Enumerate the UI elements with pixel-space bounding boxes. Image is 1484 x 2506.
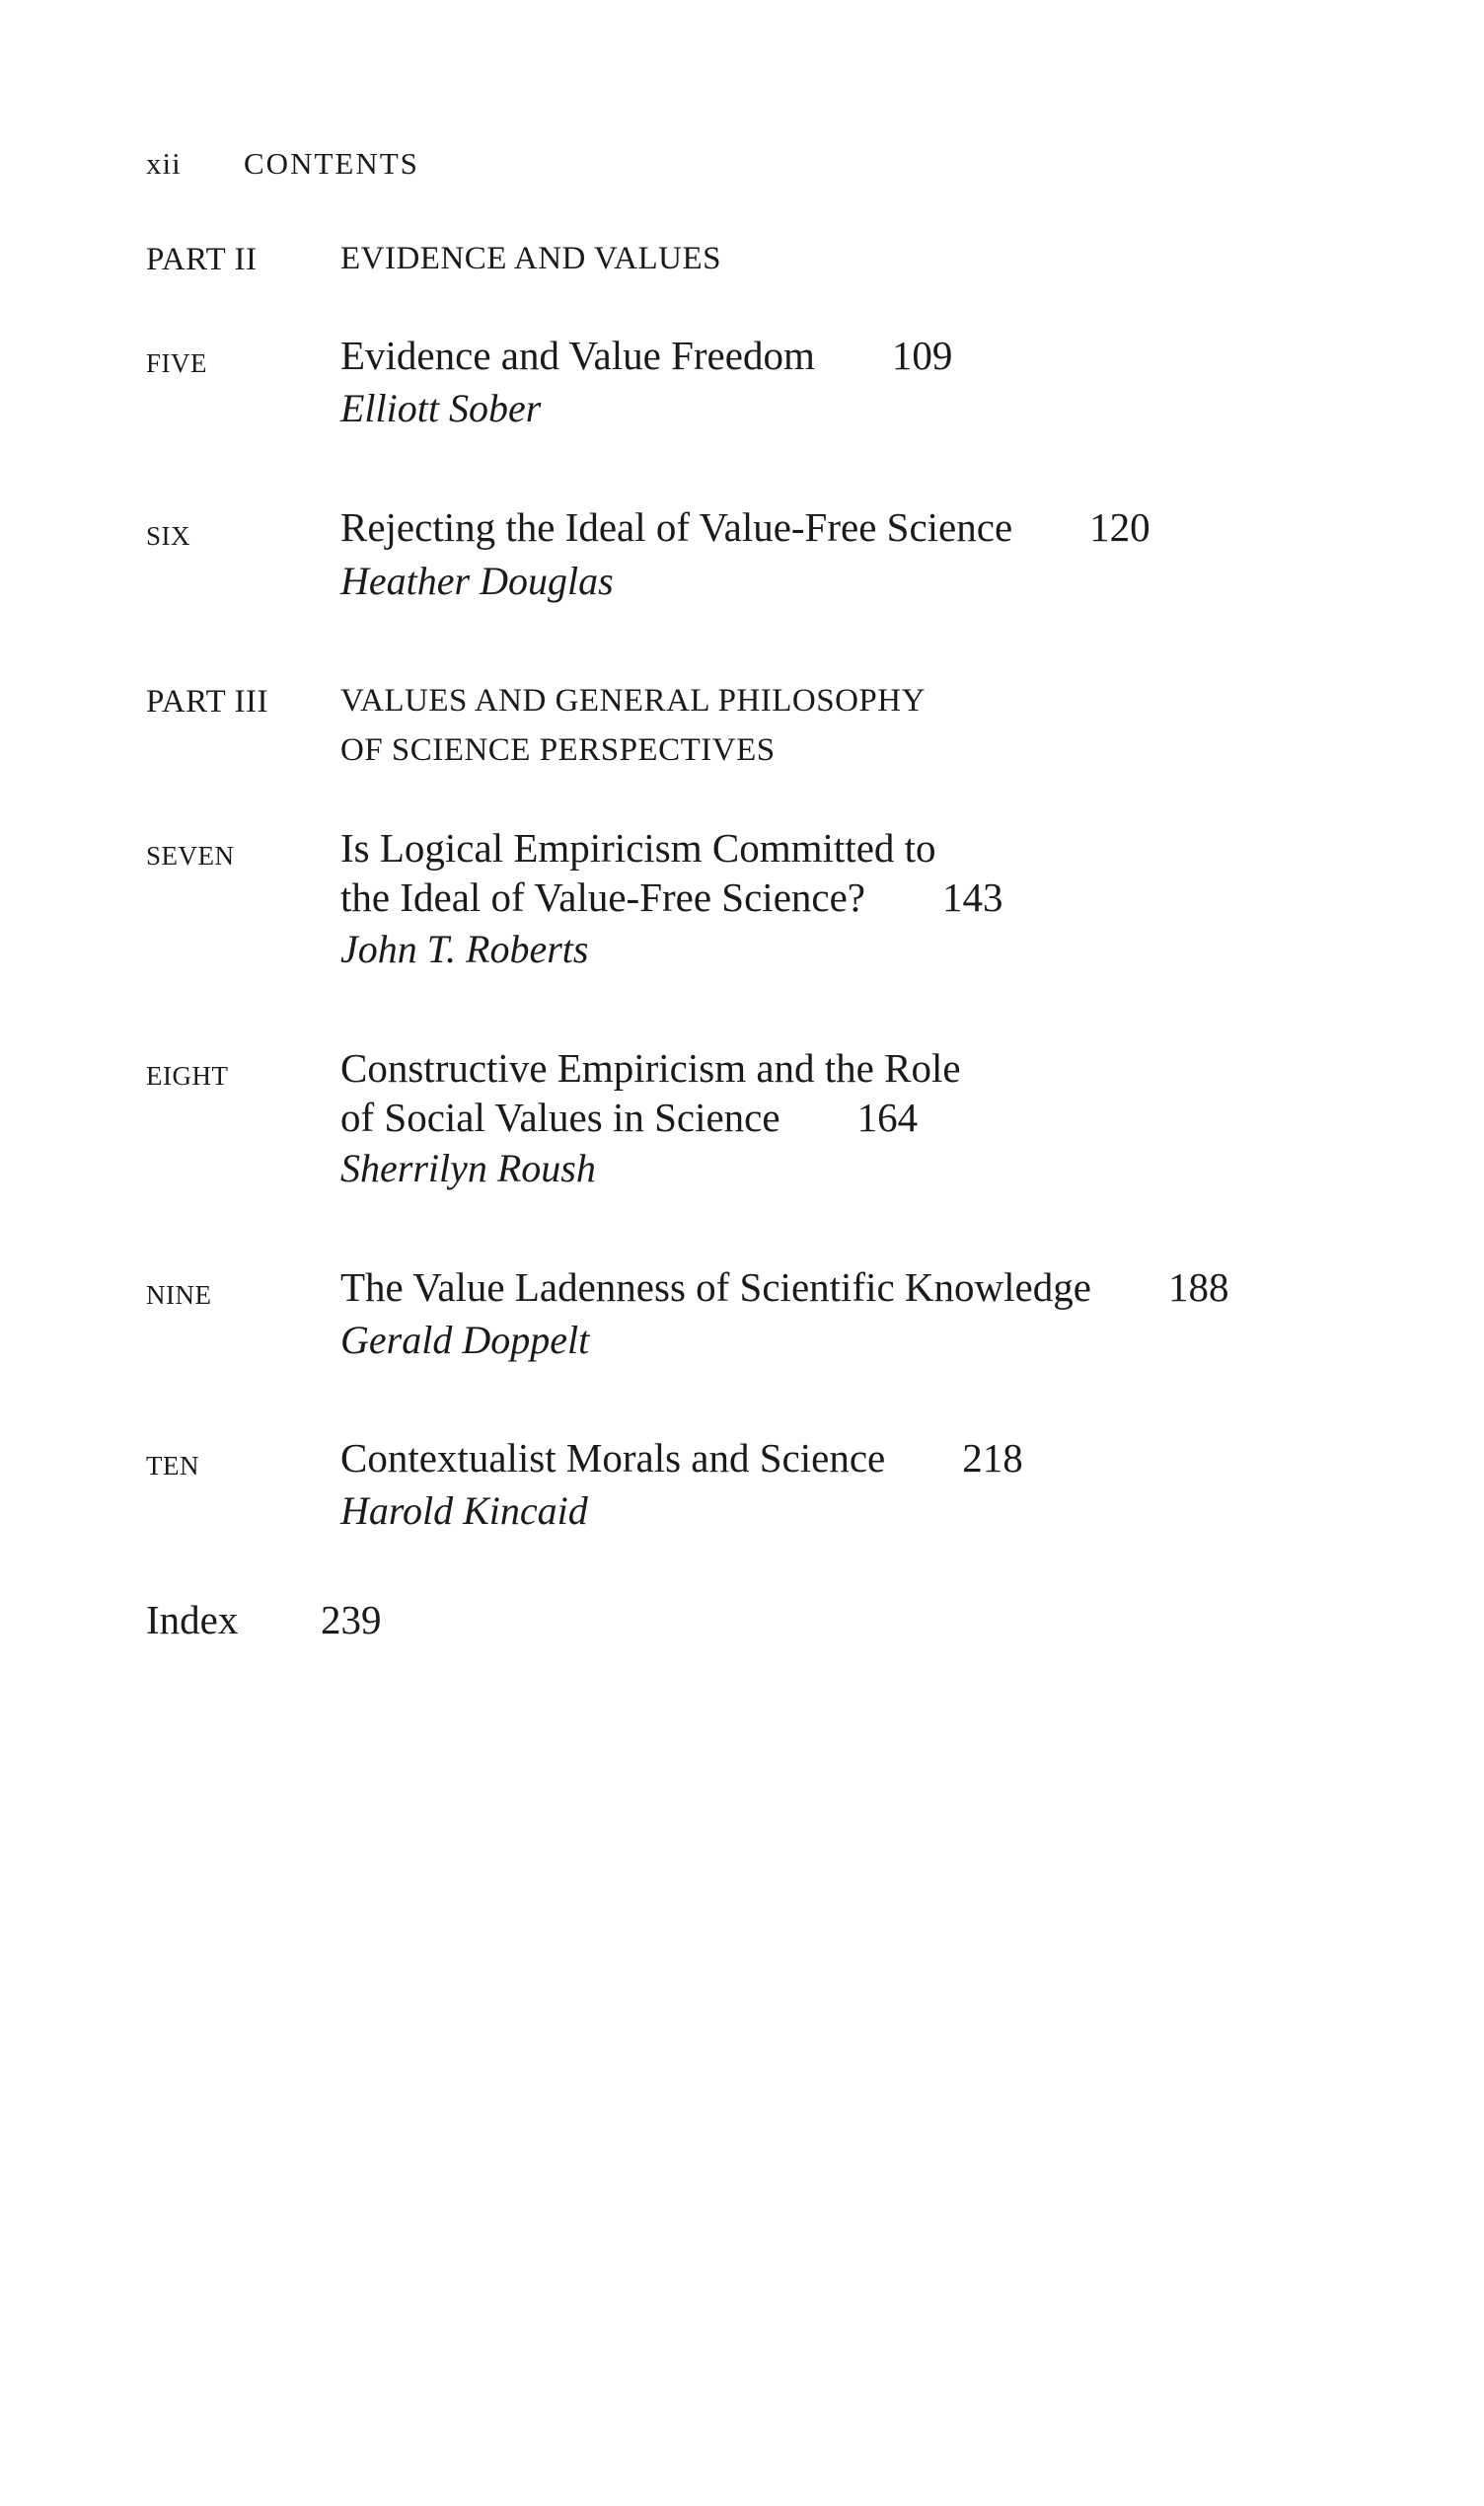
chapter-title-seven — [340, 823, 1002, 922]
part-ii-title — [340, 234, 721, 283]
chapter-title-line: Is Logical Empiricism Committed to — [340, 825, 936, 871]
chapter-number-ten: TEN — [146, 1451, 199, 1481]
chapter-author-six: Heather Douglas — [340, 559, 614, 603]
chapter-title-six — [340, 502, 1150, 552]
running-head-page-number: xii — [146, 146, 182, 181]
chapter-page-number: 143 — [941, 874, 1003, 920]
chapter-page-number: 188 — [1167, 1264, 1229, 1310]
chapter-title-ten — [340, 1433, 1023, 1482]
chapter-number-nine: NINE — [146, 1280, 212, 1310]
chapter-title-nine — [340, 1262, 1228, 1312]
chapter-number-eight: EIGHT — [146, 1061, 229, 1091]
chapter-title-line: of Social Values in Science — [340, 1095, 780, 1140]
chapter-author-seven: John T. Roberts — [340, 927, 589, 971]
chapter-page-number: 120 — [1089, 504, 1150, 550]
chapter-author-five: Elliott Sober — [340, 386, 542, 430]
chapter-author-nine: Gerald Doppelt — [340, 1318, 590, 1362]
chapter-title-eight — [340, 1043, 961, 1142]
part-iii-title-line: VALUES AND GENERAL PHILOSOPHY — [340, 683, 926, 719]
chapter-title-line: Constructive Empiricism and the Role — [340, 1045, 961, 1091]
part-iii-title-line: OF SCIENCE PERSPECTIVES — [340, 732, 776, 768]
part-iii-label: PART III — [146, 684, 268, 720]
chapter-title-line: Evidence and Value Freedom — [340, 333, 815, 378]
chapter-author-ten: Harold Kincaid — [340, 1488, 588, 1533]
chapter-title-line: Contextualist Morals and Science — [340, 1435, 886, 1481]
part-ii-label: PART II — [146, 242, 258, 277]
chapter-number-five: FIVE — [146, 348, 207, 378]
running-head-title: CONTENTS — [244, 146, 419, 181]
chapter-author-eight: Sherrilyn Roush — [340, 1146, 596, 1190]
chapter-title-line: the Ideal of Value-Free Science? — [340, 874, 865, 920]
chapter-page-number: 164 — [856, 1095, 919, 1140]
chapter-title-five — [340, 331, 952, 380]
chapter-page-number: 109 — [891, 333, 953, 378]
part-iii-title — [340, 676, 926, 775]
chapter-title-line: Rejecting the Ideal of Value-Free Science — [340, 504, 1013, 550]
part-ii-title-line: EVIDENCE AND VALUES — [340, 241, 721, 276]
chapter-title-line: The Value Ladenness of Scientific Knowledge — [340, 1264, 1091, 1310]
index-page-number: 239 — [321, 1597, 382, 1642]
chapter-number-six: SIX — [146, 521, 191, 551]
chapter-page-number: 218 — [962, 1435, 1023, 1481]
index-label: Index — [146, 1597, 239, 1642]
chapter-number-seven: SEVEN — [146, 841, 235, 871]
